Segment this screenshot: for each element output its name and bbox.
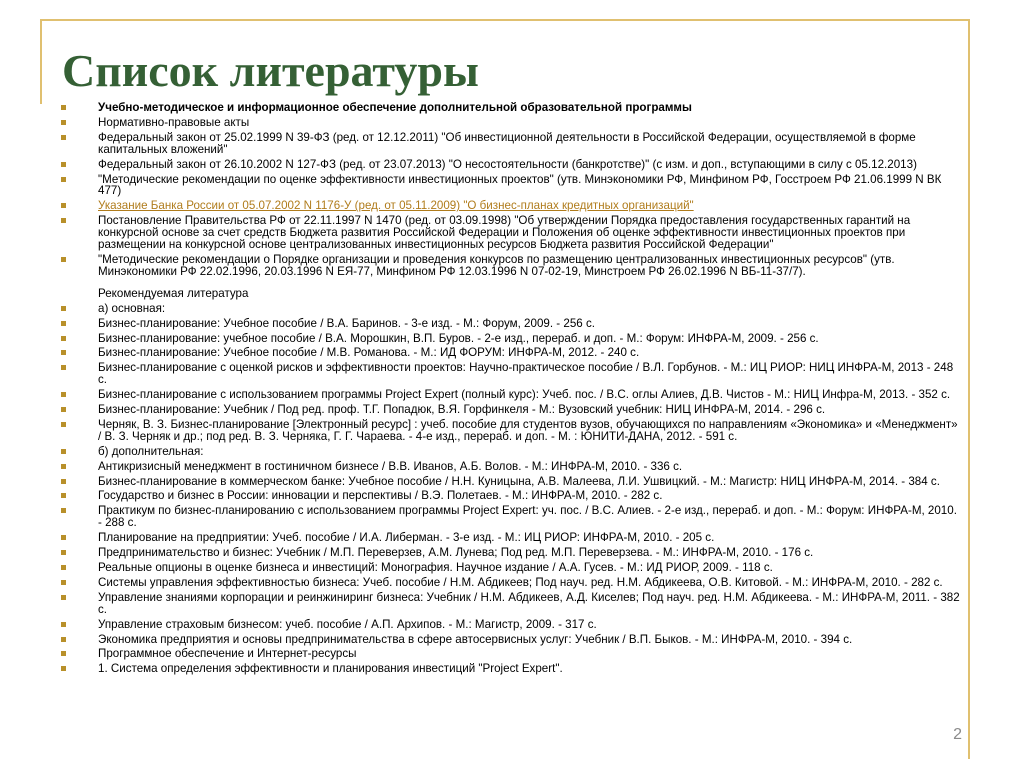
square-bullet-icon [61, 203, 66, 208]
square-bullet-icon [61, 565, 66, 570]
square-bullet-icon [61, 422, 66, 427]
square-bullet-icon [61, 336, 66, 341]
slide-frame-left [40, 19, 42, 104]
square-bullet-icon [61, 321, 66, 326]
list-item [58, 663, 963, 675]
item-text: Бизнес-планирование с оценкой рисков и эффективности проектов: Научно-практическое пособие / В.Л. Горбунов. - М.: ИЦ РИОР: НИЦ ИНФРА-М, 2013 - 248 с. [98, 361, 954, 387]
item-text: Бизнес-планирование в коммерческом банке: Учебное пособие / Н.Н. Куницына, А.В. Малеева, Л.И. Ушвицкий. - М.: Магистр: НИЦ ИНФРА-М, 2014. - 384 с. [98, 474, 940, 488]
item-text: Программное обеспечение и Интернет-ресурсы [98, 647, 357, 661]
square-bullet-icon [61, 464, 66, 469]
list-item [58, 347, 963, 359]
list-item [58, 419, 963, 443]
slide-frame-top [40, 19, 970, 21]
reference-link[interactable]: Указание Банка России от 05.07.2002 N 1176-У (ред. от 05.11.2009) "О бизнес-планах кредитных организаций" [98, 199, 694, 213]
square-bullet-icon [61, 218, 66, 223]
list-item [58, 634, 963, 646]
item-text: Постановление Правительства РФ от 22.11.1997 N 1470 (ред. от 03.09.1998) "Об утверждении Порядка предоставления государственных гарантий на конкурсной основе за счет средств Бюджета развития Российской Федерации и Положения об оценке эффективности инвестиционных проектов при размещении на конкурсной основе централизованных инвестиционных ресурсов Бюджета развития Российской Федерации" [98, 214, 911, 252]
item-text: Федеральный закон от 26.10.2002 N 127-ФЗ (ред. от 23.07.2013) "О несостоятельности (банкротстве)" (с изм. и доп., вступающими в силу с 05.12.2013) [98, 157, 917, 171]
item-text: Бизнес-планирование: Учебное пособие / М.В. Романова. - М.: ИД ФОРУМ: ИНФРА-М, 2012. - 240 с. [98, 346, 640, 360]
item-text: Учебно-методическое и информационное обеспечение дополнительной образовательной программы [98, 102, 692, 114]
item-text: "Методические рекомендации о Порядке организации и проведения конкурсов по размещению централизованных инвестиционных ресурсов" (утв. Минэкономики РФ 22.02.1996, 20.03.1996 N ЕЯ-77, Минфином РФ 12.03.1996 N 07-02-19, Минстроем РФ 26.02.1996 N ВБ-11-37/7). [98, 252, 895, 278]
square-bullet-icon [61, 622, 66, 627]
square-bullet-icon [61, 365, 66, 370]
list-item [58, 648, 963, 660]
item-text: Государство и бизнес в России: инновации и перспективы / В.Э. Полетаев. - М.: ИНФРА-М, 2010. - 282 с. [98, 489, 663, 503]
square-bullet-icon [61, 493, 66, 498]
square-bullet-icon [61, 580, 66, 585]
item-text: Рекомендуемая литература [98, 286, 249, 300]
square-bullet-icon [61, 637, 66, 642]
square-bullet-icon [61, 105, 66, 110]
item-text: Черняк, В. З. Бизнес-планирование [Электронный ресурс] : учеб. пособие для студентов вузов, обучающихся по направлениям «Экономика» и «Менеджмент» / В. З. Черняк и др.; под ред. В. З. Черняка, Г. Г. Чараева. - 4-е изд., перераб. и доп. - М. : ЮНИТИ-ДАНА, 2012. - 591 с. [98, 417, 958, 443]
item-text: Бизнес-планирование: учебное пособие / В.А. Морошкин, В.П. Буров. - 2-е изд., перераб. и доп. - М.: Форум: ИНФРА-М, 2009. - 256 с. [98, 331, 819, 345]
item-text: Управление страховым бизнесом: учеб. пособие / А.П. Архипов. - М.: Магистр, 2009. - 317 с. [98, 617, 597, 631]
slide-title: Список литературы [62, 45, 479, 96]
square-bullet-icon [61, 550, 66, 555]
list-item [58, 254, 963, 278]
square-bullet-icon [61, 135, 66, 140]
square-bullet-icon [61, 651, 66, 656]
slide-content [58, 102, 963, 767]
list-item [58, 117, 963, 129]
list-item [58, 562, 963, 574]
list-item [58, 577, 963, 589]
item-text: Планирование на предприятии: Учеб. пособие / И.А. Либерман. - 3-е изд. - М.: ИЦ РИОР: ИНФРА-М, 2010. - 205 с. [98, 531, 715, 545]
item-text: Бизнес-планирование: Учебное пособие / В.А. Баринов. - 3-е изд. - М.: Форум, 2009. - 256 с. [98, 316, 595, 330]
square-bullet-icon [61, 666, 66, 671]
slide-frame-right [968, 19, 970, 759]
square-bullet-icon [61, 177, 66, 182]
square-bullet-icon [61, 595, 66, 600]
list-item [58, 159, 963, 171]
list-item [58, 303, 963, 315]
list-item [58, 200, 963, 212]
list-item [58, 619, 963, 631]
item-text: Бизнес-планирование с использованием программы Project Expert (полный курс): Учеб. пос. / В.С. оглы Алиев, Д.В. Чистов - М.: НИЦ Инфра-М, 2013. - 352 с. [98, 388, 951, 402]
list-item [58, 490, 963, 502]
item-text: "Методические рекомендации по оценке эффективности инвестиционных проектов" (утв. Минэкономики РФ, Минфином РФ, Госстроем РФ 21.06.1999 N ВК 477) [98, 172, 942, 198]
square-bullet-icon [61, 392, 66, 397]
item-text: Бизнес-планирование: Учебник / Под ред. проф. Т.Г. Попадюк, В.Я. Горфинкеля - М.: Вузовский учебник: НИЦ ИНФРА-М, 2014. - 296 с. [98, 403, 826, 417]
list-item [58, 461, 963, 473]
section-heading [58, 288, 963, 300]
list-item [58, 215, 963, 251]
list-item [58, 333, 963, 345]
item-text: Реальные опционы в оценке бизнеса и инвестиций: Монография. Научное издание / А.А. Гусев. - М.: ИД РИОР, 2009. - 118 с. [98, 561, 773, 574]
bibliography-list [58, 102, 963, 675]
list-item [58, 547, 963, 559]
list-item [58, 174, 963, 198]
item-text: Антикризисный менеджмент в гостиничном бизнесе / В.В. Иванов, А.Б. Волов. - М.: ИНФРА-М, 2010. - 336 с. [98, 459, 683, 473]
square-bullet-icon [61, 306, 66, 311]
item-text: б) дополнительная: [98, 444, 204, 458]
square-bullet-icon [61, 508, 66, 513]
square-bullet-icon [61, 257, 66, 262]
item-text: Практикум по бизнес-планированию с использованием программы Project Expert: уч. пос. / В.С. Алиев. - 2-е изд., перераб. и доп. - М.: Форум: ИНФРА-М, 2010. - 288 с. [98, 504, 957, 530]
item-text: Предпринимательство и бизнес: Учебник / М.П. Переверзев, А.М. Лунева; Под ред. М.П. Переверзева. - М.: ИНФРА-М, 2010. - 176 с. [98, 546, 814, 560]
list-item [58, 102, 963, 114]
square-bullet-icon [61, 479, 66, 484]
list-item [58, 592, 963, 616]
item-text: Нормативно-правовые акты [98, 115, 250, 129]
list-item [58, 389, 963, 401]
item-text: а) основная: [98, 301, 166, 315]
list-item [58, 476, 963, 488]
list-item [58, 362, 963, 386]
item-text: 1. Система определения эффективности и планирования инвестиций "Project Expert". [98, 662, 563, 676]
item-text: Федеральный закон от 25.02.1999 N 39-ФЗ (ред. от 12.12.2011) "Об инвестиционной деятельности в Российской Федерации, осуществляемой в форме капитальных вложений" [98, 130, 916, 156]
square-bullet-icon [61, 449, 66, 454]
slide-number: 2 [953, 726, 962, 743]
list-item [58, 132, 963, 156]
list-item [58, 318, 963, 330]
list-item [58, 532, 963, 544]
square-bullet-icon [61, 120, 66, 125]
item-text: Управление знаниями корпорации и реинжиниринг бизнеса: Учебник / Н.М. Абдикеев, А.Д. Киселев; Под науч. ред. Н.М. Абдикеева. - М.: ИНФРА-М, 2011. - 382 с. [98, 590, 960, 616]
list-item [58, 446, 963, 458]
list-item [58, 505, 963, 529]
item-text: Системы управления эффективностью бизнеса: Учеб. пособие / Н.М. Абдикеев; Под науч. ред. Н.М. Абдикеева, О.В. Китовой. - М.: ИНФРА-М, 2010. - 282 с. [98, 575, 943, 589]
square-bullet-icon [61, 535, 66, 540]
list-item [58, 404, 963, 416]
square-bullet-icon [61, 350, 66, 355]
square-bullet-icon [61, 162, 66, 167]
item-text: Экономика предприятия и основы предпринимательства в сфере автосервисных услуг: Учебник / В.П. Быков. - М.: ИНФРА-М, 2010. - 394 с. [98, 632, 853, 646]
square-bullet-icon [61, 407, 66, 412]
